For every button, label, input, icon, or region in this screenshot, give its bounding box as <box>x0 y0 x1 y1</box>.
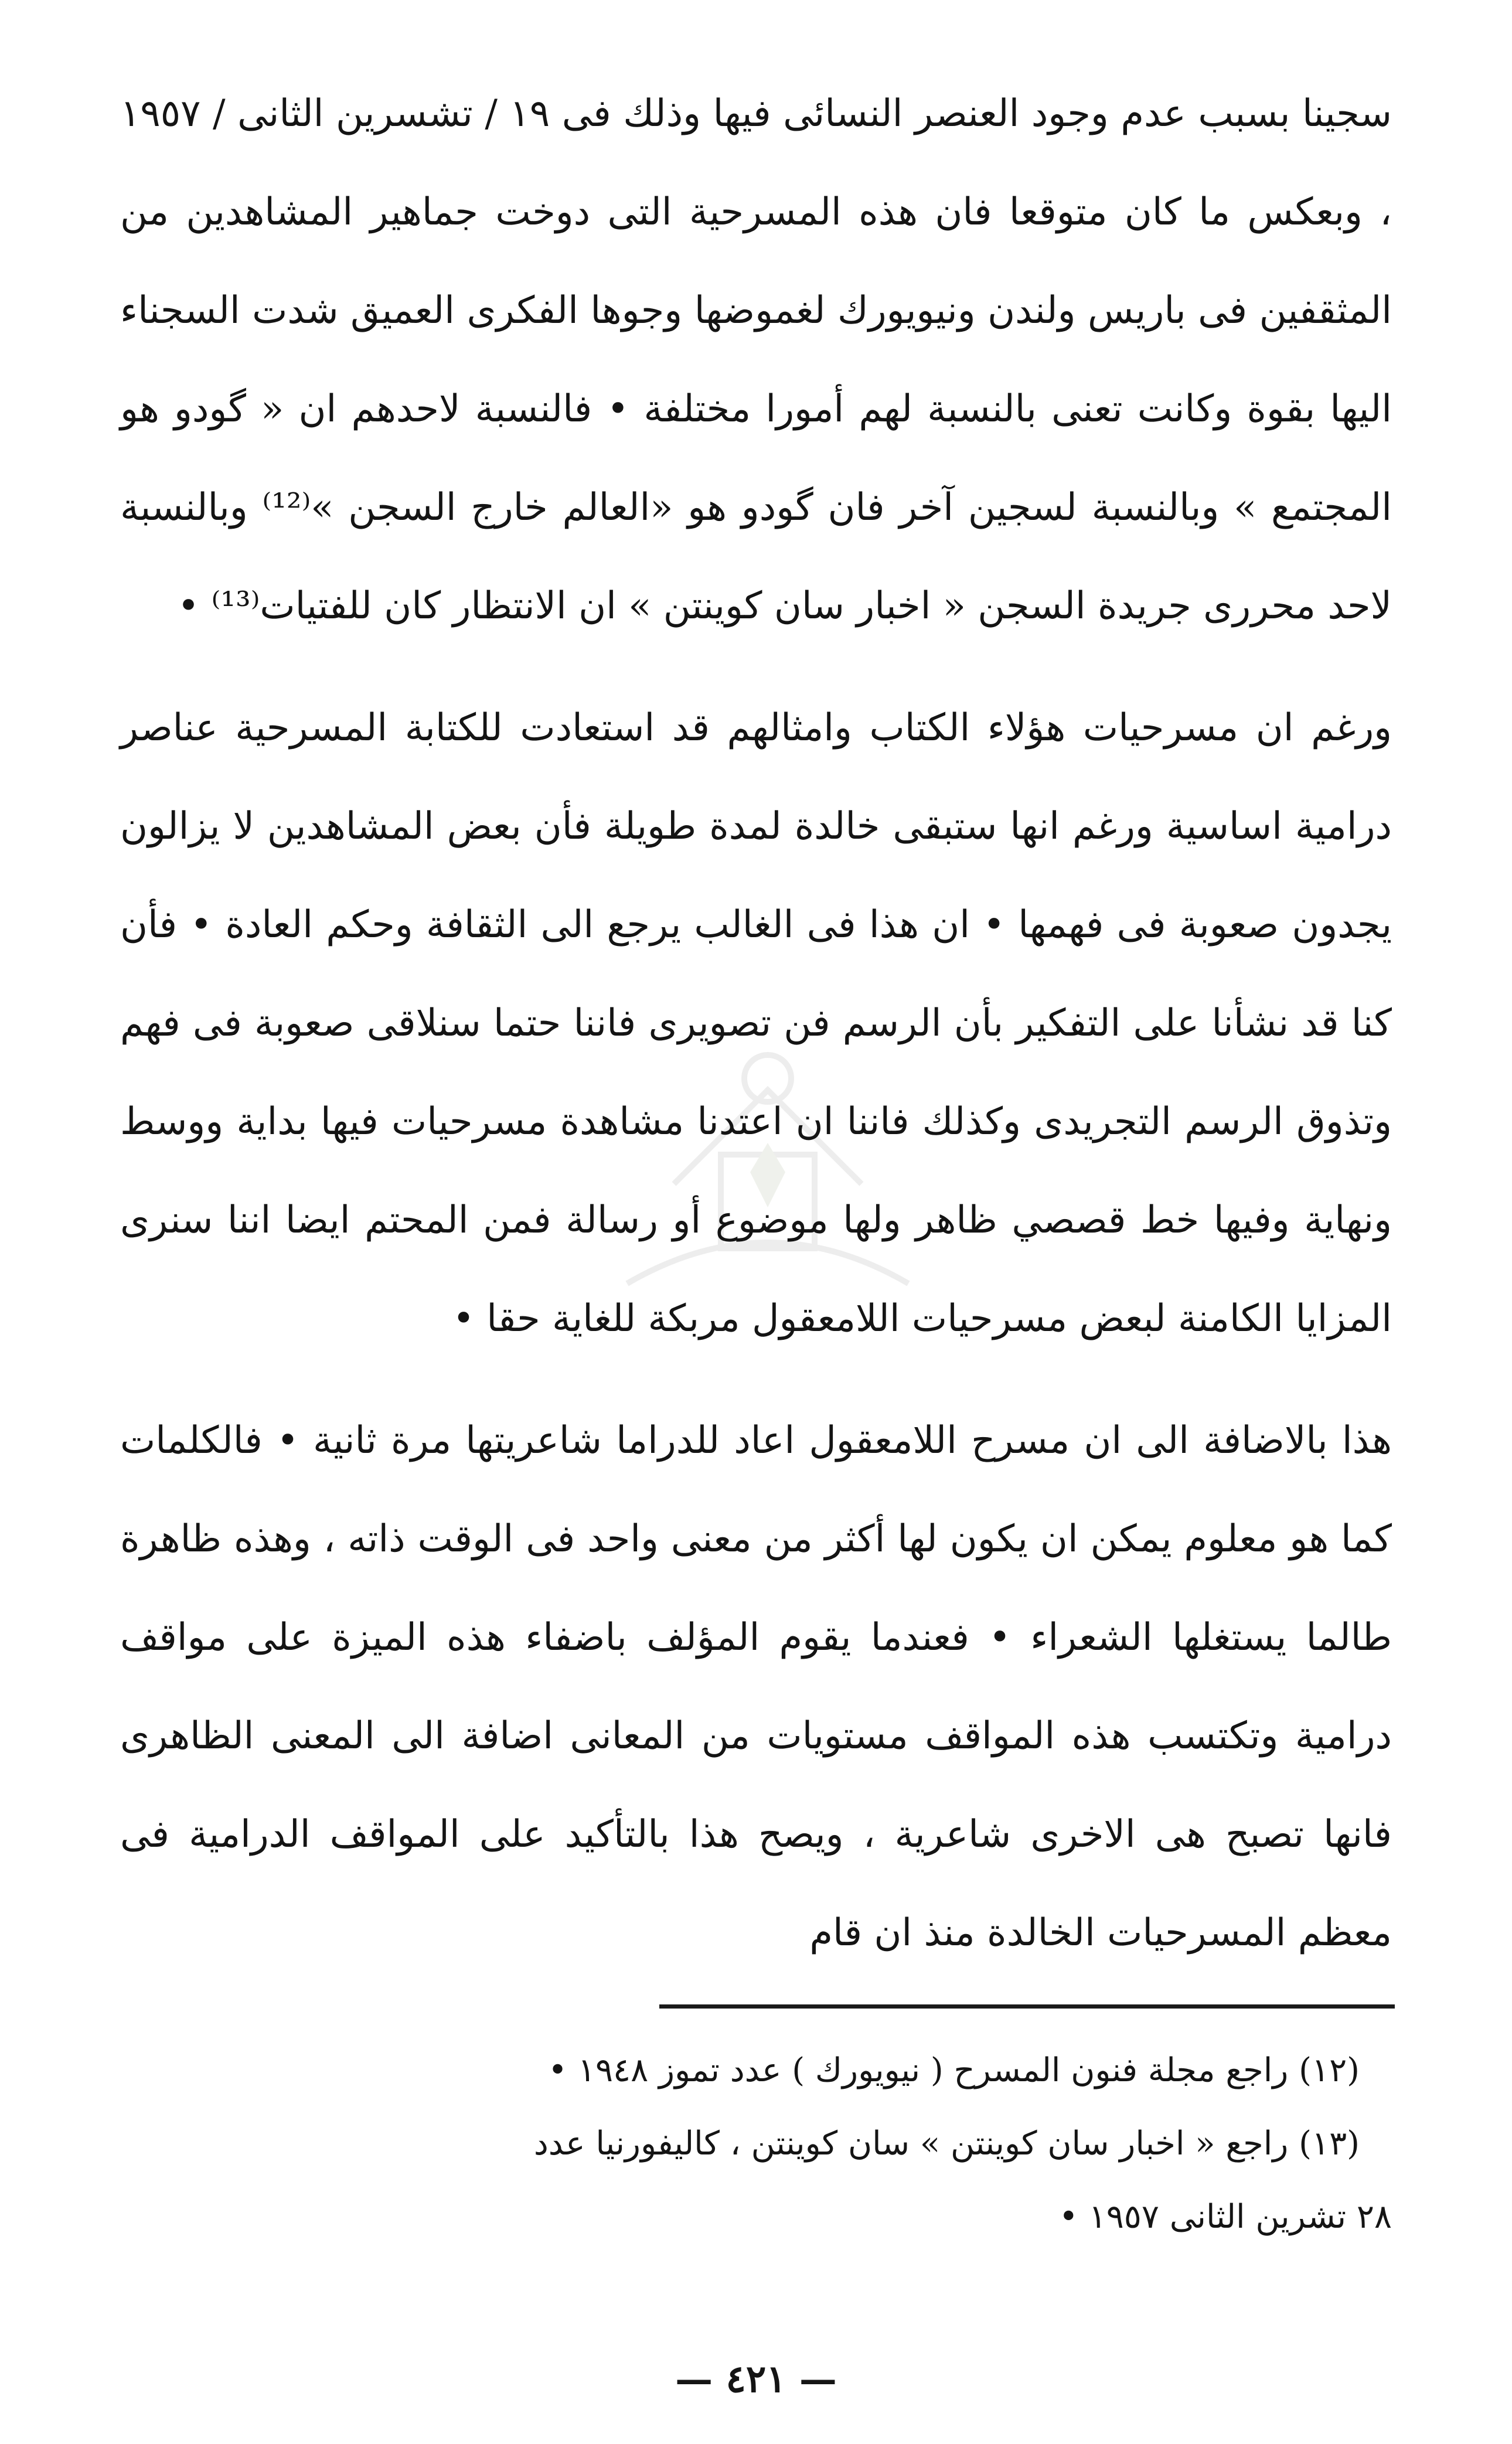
line: ورغم ان مسرحيات هؤلاء الكتاب وامثالهم قد استعادت للكتابة <box>387 706 1392 750</box>
line: ثانية • فالكلمات كما هو معلوم يمكن ان يكون لها أكثر من معنى واحد <box>120 1419 1392 1561</box>
main-body-text <box>120 64 1392 1982</box>
page-number: — ٤٢١ — <box>675 2357 837 2401</box>
line: فى الوقت ذاته ، وهذه ظاهرة طالما يستغلها الشعراء • فعندما يقوم المؤلف <box>120 1517 1392 1659</box>
line: باضفاء هذه الميزة على مواقف درامية وتكتسب هذه المواقف مستويات من <box>120 1616 1392 1758</box>
footnote-12: (١٢) راجع مجلة فنون المسرح ( نيويورك ) عدد تموز ١٩٤٨ • <box>548 2051 1360 2089</box>
footnote-13: (١٣) راجع « اخبار سان كوينتن » سان كوينتن ، كاليفورنيا عدد <box>533 2125 1360 2163</box>
line: فاننا ان اعتدنا مشاهدة مسرحيات فيها بداية ووسط ونهاية وفيها خط <box>120 1100 1392 1242</box>
line: فان گودو هو «العالم خارج السجن »⁽¹²⁾ وبالنسبة لاحد محررى جريدة <box>120 486 1392 628</box>
line: الفكرى العميق شدت السجناء اليها بقوة وكانت تعنى بالنسبة لهم أمورا <box>120 289 1392 431</box>
line: تصويرى فاننا حتما سنلاقى صعوبة فى فهم وتذوق الرسم التجريدى وكذلك <box>120 1002 1392 1143</box>
paragraph-2 <box>120 679 1392 1368</box>
line: هذا بالاضافة الى ان مسرح اللامعقول اعاد للدراما شاعريتها مرة <box>376 1419 1392 1462</box>
line: هذا بالتأكيد على المواقف الدرامية فى معظم المسرحيات الخالدة منذ ان قام <box>120 1813 1392 1955</box>
paragraph-1 <box>120 64 1392 655</box>
line: بعض المشاهدين لا يزالون يجدون صعوبة فى فهمها • ان هذا فى الغالب <box>120 805 1392 947</box>
footnote-13-continuation: ٢٨ تشرين الثانى ١٩٥٧ • <box>1058 2198 1392 2236</box>
line: قصصي ظاهر ولها موضوع أو رسالة فمن المحتم ايضا اننا سنرى المزايا <box>120 1199 1392 1340</box>
line: الكامنة لبعض مسرحيات اللامعقول مربكة للغاية حقا • <box>452 1297 1283 1340</box>
line: يرجع الى الثقافة وحكم العادة • فأن كنا قد نشأنا على التفكير بأن الرسم فن <box>120 903 1392 1045</box>
line: السجن « اخبار سان كوينتن » ان الانتظار كان للفتيات⁽¹³⁾ • <box>177 584 1086 628</box>
footnote-separator-rule <box>659 2004 1395 2009</box>
line: الثانى / ١٩٥٧ ، وبعكس ما كان متوقعا فان هذه المسرحية التى دوخت <box>120 92 1392 234</box>
footnotes-section <box>120 2034 1392 2254</box>
line: المسرحية عناصر درامية اساسية ورغم انها ستبقى خالدة لمدة طويلة فأن <box>120 706 1392 848</box>
line: جماهير المشاهدين من المثقفين فى باريس ولندن ونيويورك لغموضها وجوها <box>120 190 1392 332</box>
paragraph-3 <box>120 1391 1392 1982</box>
line: سجينا بسبب عدم وجود العنصر النسائى فيها وذلك فى ١٩ / تشسرين <box>323 92 1392 135</box>
line: المعانى اضافة الى المعنى الظاهرى فانها تصبح هى الاخرى شاعرية ، ويصح <box>120 1714 1392 1856</box>
line: مختلفة • فالنسبة لاحدهم ان « گودو هو المجتمع » وبالنسبة لسجين آخر <box>120 387 1392 529</box>
